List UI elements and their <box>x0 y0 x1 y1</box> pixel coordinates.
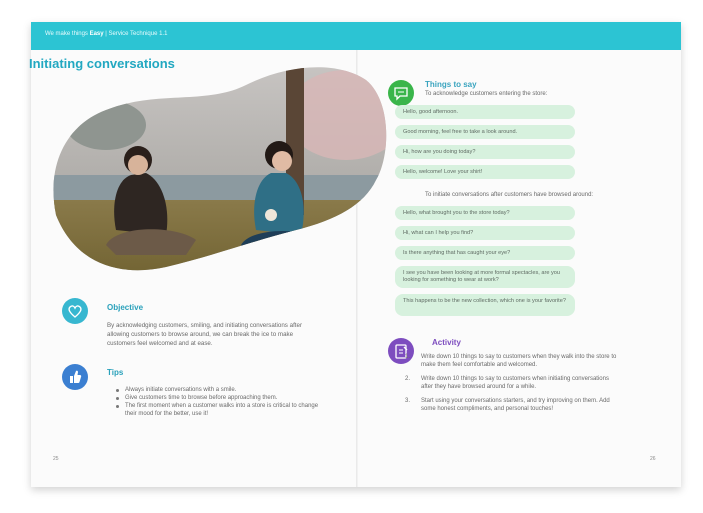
phrase-bubble: Hello, good afternoon. <box>395 105 575 119</box>
phrase-bubble: This happens to be the new collection, which one is your favorite? <box>395 294 575 316</box>
page-title: Initiating conversations <box>29 56 175 71</box>
list-item: The first moment when a customer walks into a store is critical to change their mood for the better, use it! <box>114 402 329 418</box>
thumbs-up-icon <box>62 364 88 390</box>
list-item: 3. Start using your conversations starters, and try improving on them. Add some honest compliments, and personal touches! <box>405 398 610 412</box>
tips-heading: Tips <box>107 368 124 377</box>
list-item: Always initiate conversations with a smile. <box>114 386 329 394</box>
phrase-bubble: Hi, how are you doing today? <box>395 145 575 159</box>
page-number-right: 26 <box>650 456 656 462</box>
header-bar <box>31 22 681 50</box>
objective-heading: Objective <box>107 303 144 312</box>
things-heading: Things to say <box>425 80 477 89</box>
objective-text: By acknowledging customers, smiling, and initiating conversations after allowing customers to browse around, we can break the ice to make customers feel welcomed and at ease. <box>107 322 303 347</box>
list-item: 1. Write down 10 things to say to customers when they walk into the store to make them feel comfortable and welcomed. <box>405 354 617 368</box>
phrase-bubble: Hello, welcome! Love your shirt! <box>395 165 575 179</box>
phrase-bubble: Good morning, feel free to take a look around. <box>395 125 575 139</box>
activity-heading: Activity <box>432 338 461 347</box>
tips-list <box>114 386 329 418</box>
heart-icon <box>62 298 88 324</box>
couple-photo <box>46 55 391 285</box>
phrase-bubble: I see you have been looking at more formal spectacles, are you looking for something to wear at work? <box>395 266 575 288</box>
phrase-bubble: Is there anything that has caught your eye? <box>395 246 575 260</box>
phrase-bubble: Hello, what brought you to the store today? <box>395 206 575 220</box>
list-item: 2. Write down 10 things to say to customers when initiating conversations after they have browsed around for a while. <box>405 376 609 390</box>
things-subheading-1: To acknowledge customers entering the store: <box>425 91 548 97</box>
list-item: Give customers time to browse before approaching them. <box>114 394 329 402</box>
brand-line: We make things Easy | Service Technique 1.1 <box>45 31 168 37</box>
phrase-bubble: Hi, what can I help you find? <box>395 226 575 240</box>
chat-icon <box>388 80 414 106</box>
page-number-left: 25 <box>53 456 59 462</box>
things-subheading-2: To initiate conversations after customers have browsed around: <box>425 192 594 198</box>
activity-list <box>405 353 617 419</box>
